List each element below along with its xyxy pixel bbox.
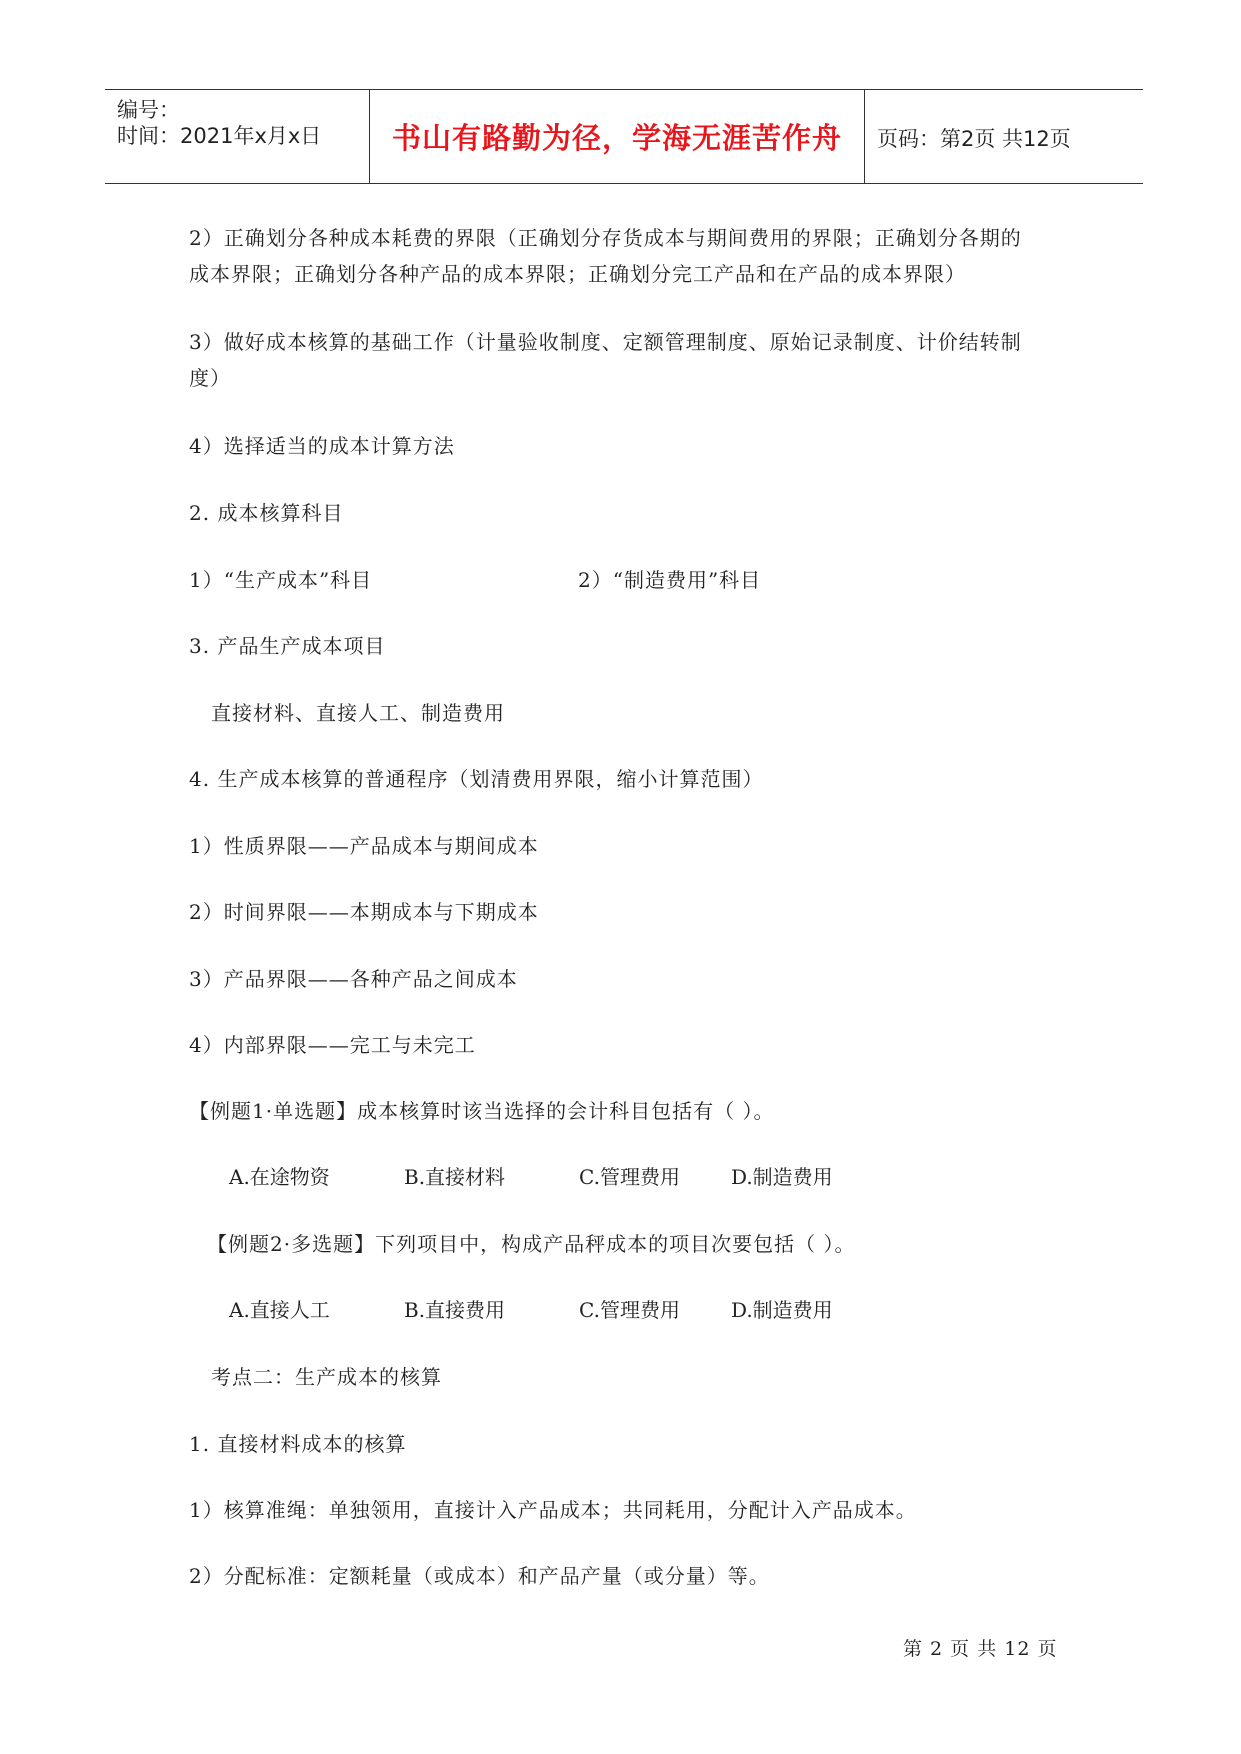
motto: 书山有路勤为径，学海无涯苦作舟 (391, 121, 842, 155)
q2-option-d: D.制造费用 (731, 1298, 833, 1322)
paragraph-line: 成本界限；正确划分各种产品的成本界限；正确划分完工产品和在产品的成本界限） (189, 262, 966, 286)
page-footer: 第 2 页 共 12 页 (903, 1638, 1058, 1660)
paragraph-line: 2）时间界限——本期成本与下期成本 (189, 900, 539, 924)
paragraph-line: 2）正确划分各种成本耗费的界限（正确划分存货成本与期间费用的界限；正确划分各期的 (189, 226, 1022, 250)
section-heading: 2. 成本核算科目 (189, 501, 344, 525)
paragraph-line: 3）产品界限——各种产品之间成本 (189, 967, 518, 991)
q1-option-d: D.制造费用 (731, 1165, 833, 1189)
example-question-2: 【例题2·多选题】下列项目中，构成产品秤成本的项目次要包括（ ）。 (207, 1232, 856, 1256)
example-question-1: 【例题1·单选题】成本核算时该当选择的会计科目包括有（ ）。 (189, 1099, 775, 1123)
section-heading: 考点二：生产成本的核算 (211, 1365, 442, 1389)
paragraph-line: 1）性质界限——产品成本与期间成本 (189, 834, 539, 858)
q1-option-c: C.管理费用 (579, 1165, 680, 1189)
time-label: 时间：2021年x月x日 (117, 124, 322, 148)
paragraph-line: 直接材料、直接人工、制造费用 (211, 701, 505, 725)
header-table (105, 89, 1143, 184)
paragraph-line: 1）“生产成本”科目 (189, 568, 373, 592)
paragraph-line: 1）核算准绳：单独领用，直接计入产品成本；共同耗用，分配计入产品成本。 (189, 1498, 917, 1522)
q2-option-c: C.管理费用 (579, 1298, 680, 1322)
paragraph-line: 4）选择适当的成本计算方法 (189, 434, 455, 458)
q2-option-b: B.直接费用 (404, 1298, 506, 1322)
paragraph-line: 3）做好成本核算的基础工作（计量验收制度、定额管理制度、原始记录制度、计价结转制 (189, 330, 1022, 354)
section-heading: 3. 产品生产成本项目 (189, 634, 386, 658)
section-heading: 4. 生产成本核算的普通程序（划清费用界限，缩小计算范围） (189, 767, 764, 791)
page-number-label: 页码：第2页 共12页 (877, 127, 1071, 151)
q1-option-a: A.在途物资 (229, 1165, 330, 1189)
section-heading: 1. 直接材料成本的核算 (189, 1432, 407, 1456)
q1-option-b: B.直接材料 (404, 1165, 506, 1189)
header-right-cell (865, 90, 1143, 183)
serial-label: 编号： (117, 98, 180, 122)
paragraph-line: 2）“制造费用”科目 (578, 568, 762, 592)
paragraph-line: 2）分配标准：定额耗量（或成本）和产品产量（或分量）等。 (189, 1564, 770, 1588)
paragraph-line: 4）内部界限——完工与未完工 (189, 1033, 476, 1057)
header-middle-cell (370, 90, 865, 183)
header-left-cell (105, 90, 370, 183)
paragraph-line: 度） (189, 366, 231, 390)
q2-option-a: A.直接人工 (229, 1298, 330, 1322)
